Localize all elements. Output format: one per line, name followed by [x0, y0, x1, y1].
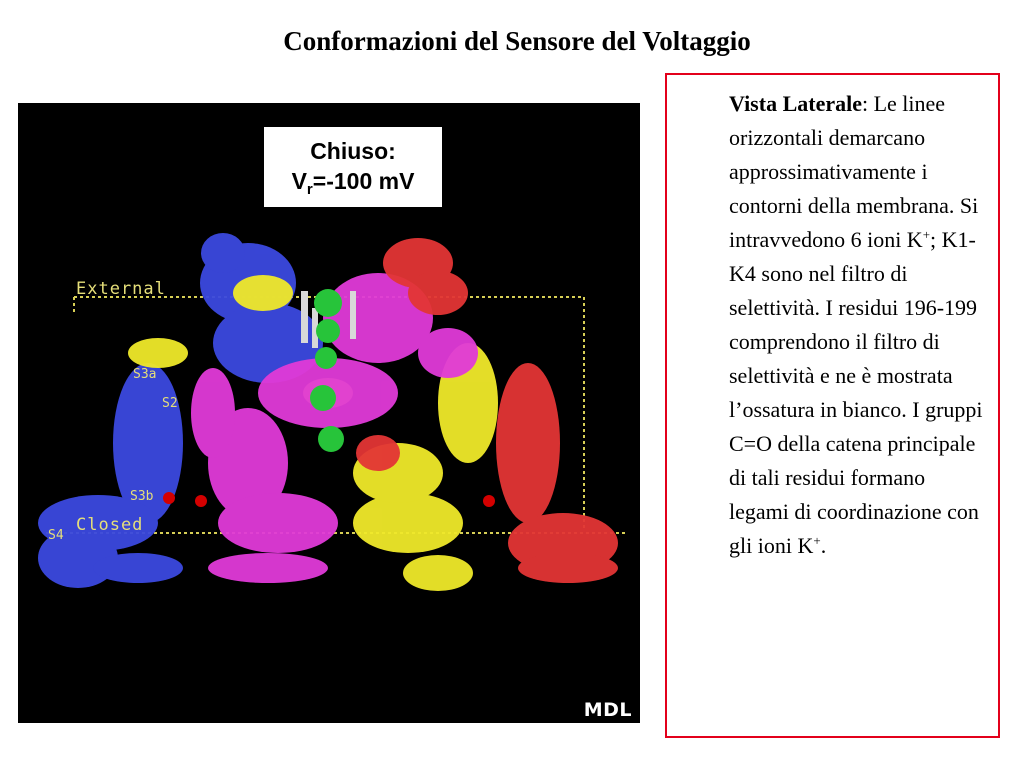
state-label-line2	[265, 166, 441, 205]
protein-structure-figure	[18, 103, 640, 723]
s3b-label: S3b	[130, 489, 154, 504]
slide-title: Conformazioni del Sensore del Voltaggio	[283, 26, 751, 56]
closed-label: Closed	[76, 515, 144, 535]
state-label-line1: Chiuso:	[310, 138, 396, 164]
description-text-1: : Le linee orizzontali demarcano approssimativamente i contorni della membrana. Si intravvedono 6 ioni K	[729, 91, 979, 252]
description-box	[665, 73, 1000, 738]
s2-label: S2	[162, 396, 178, 411]
voltage-symbol: V	[291, 168, 307, 194]
state-label-box	[264, 127, 442, 207]
voltage-value: =-100 mV	[312, 168, 415, 194]
s3a-label: S3a	[133, 367, 157, 382]
description-heading: Vista Laterale	[729, 91, 862, 116]
superscript-plus-1: +	[922, 227, 931, 242]
description-text-2: ; K1-K4 sono nel filtro di selettività. I residui 196-199 comprendono il filtro di selettività e ne è mostrata l’ossatura in bianco. I gruppi C=O della catena principale di tali residui formano legami di coordinazione con gli ioni K	[729, 227, 983, 558]
voltage-subscript: r	[306, 181, 313, 198]
superscript-plus-2: +	[813, 533, 821, 548]
s4-label: S4	[48, 528, 64, 543]
external-label: External	[76, 279, 166, 299]
description-text-3: .	[820, 533, 827, 558]
mdl-watermark: MDL	[583, 699, 632, 721]
